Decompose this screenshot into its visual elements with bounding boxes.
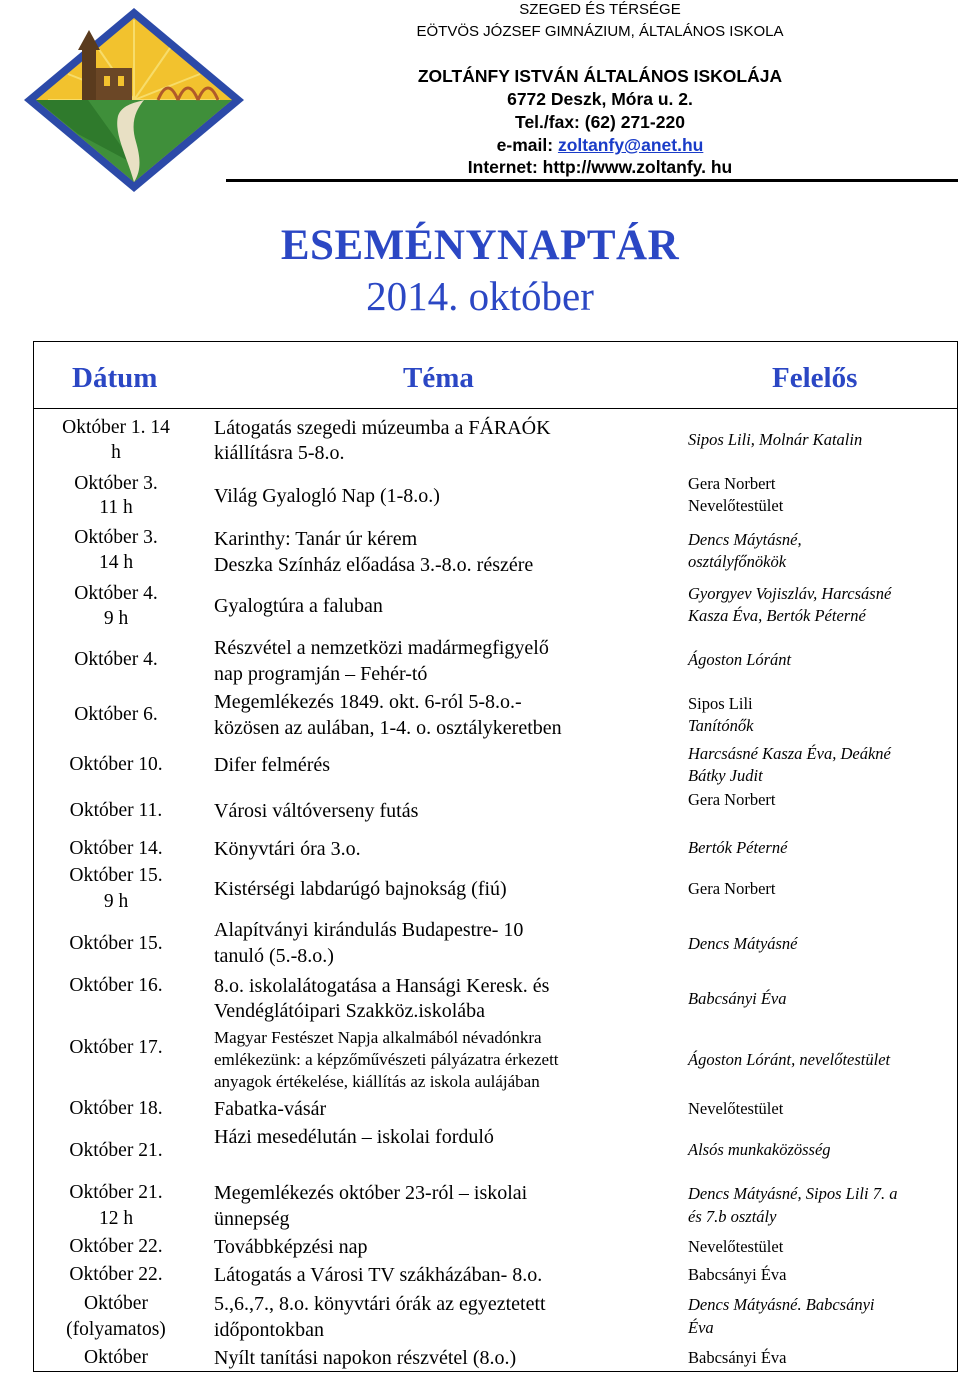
event-topic: Továbbképzési nap [214,1236,368,1258]
page-subtitle: 2014. október [366,273,594,319]
event-topic: emlékezünk: a képzőművészeti pályázatra érkezett [214,1050,559,1069]
event-responsible: Harcsásné Kasza Éva, Deákné [688,744,891,763]
school-logo [18,4,250,196]
event-responsible: Gyorgyev Vojiszláv, Harcsásné [688,584,892,603]
event-responsible: Kasza Éva, Bertók Péterné [688,606,866,625]
event-date: Október 21. [69,1140,163,1161]
event-responsible: Ágoston Lóránt, nevelőtestület [688,1050,891,1069]
event-date: Október 6. [74,704,158,725]
event-date-time: 9 h [103,891,129,912]
event-topic: Deszka Színház előadása 3.-8.o. részére [214,554,534,576]
event-topic: Magyar Festészet Napja alkalmából névadónkra [214,1028,542,1047]
event-topic: 8.o. iskolalátogatása a Hansági Keresk. és [214,975,550,997]
event-topic: Alapítványi kirándulás Budapestre- 10 [214,919,524,941]
school-full-name: EÖTVÖS JÓZSEF GIMNÁZIUM, ÁLTALÁNOS ISKOLA [416,23,784,40]
event-responsible: Tanítónők [688,716,754,735]
event-date-time: h [111,442,121,463]
event-date: Október 22. [69,1264,163,1285]
event-topic: Megemlékezés 1849. okt. 6-ról 5-8.o.- [214,691,522,713]
event-responsible: Bertók Péterné [688,838,788,857]
event-responsible: Sipos Lili, Molnár Katalin [688,430,863,449]
event-responsible: Gera Norbert [688,474,776,493]
event-date-time: 12 h [98,1208,134,1229]
event-date: Október 1. 14 [62,417,170,438]
header-row-divider [33,408,958,409]
event-date: Október 16. [69,975,163,996]
event-date: Október 14. [69,838,163,859]
event-date: Október 17. [69,1037,163,1058]
event-topic: anyagok értékelése, kiállítás az iskola aulájában [214,1072,540,1091]
email-link[interactable]: zoltanfy@anet.hu [557,135,704,155]
event-topic: Nyílt tanítási napokon részvétel (8.o.) [214,1347,517,1369]
event-topic: Fabatka-vásár [214,1098,327,1120]
event-date: Október 22. [69,1236,163,1257]
school-email-line [250,135,950,156]
event-responsible: Sipos Lili [688,694,753,713]
event-topic: 5.,6.,7., 8.o. könyvtári órák az egyeztetett [214,1293,546,1315]
event-topic: Könyvtári óra 3.o. [214,838,361,860]
event-date-time: (folyamatos) [66,1319,166,1340]
event-date: Október 4. [74,583,158,604]
school-phone: Tel./fax: (62) 271-220 [515,112,685,132]
event-responsible: Alsós munkaközösség [688,1140,831,1159]
event-topic: Karinthy: Tanár úr kérem [214,528,418,550]
event-topic: Részvétel a nemzetközi madármegfigyelő [214,637,549,659]
event-responsible: Nevelőtestület [688,1099,784,1118]
event-date: Október 18. [69,1098,163,1119]
event-responsible: és 7.b osztály [688,1207,777,1226]
event-topic: ünnepség [214,1208,290,1230]
event-topic: Világ Gyalogló Nap (1-8.o.) [214,485,440,507]
event-responsible: Nevelőtestület [688,496,784,515]
column-header-date: Dátum [72,362,158,394]
column-header-responsible: Felelős [772,362,858,394]
event-responsible: Dencs Mátyásné, Sipos Lili 7. a [688,1184,898,1203]
event-topic: Házi mesedélután – iskolai forduló [214,1126,494,1148]
event-date-time: 9 h [103,608,129,629]
event-topic: Megemlékezés október 23-ról – iskolai [214,1182,528,1204]
event-responsible: Ágoston Lóránt [688,650,792,669]
event-responsible: Gera Norbert [688,879,776,898]
event-topic: Kistérségi labdarúgó bajnokság (fiú) [214,878,507,900]
event-topic: nap programján – Fehér-tó [214,663,428,685]
event-responsible: Gera Norbert [688,790,776,809]
event-topic: kiállításra 5-8.o. [214,442,345,464]
event-topic: Gyalogtúra a faluban [214,595,383,617]
event-responsible: Dencs Mátyásné [688,934,798,953]
event-date: Október [84,1293,148,1314]
event-date: Október 15. [69,865,163,886]
event-topic: közösen az aulában, 1-4. o. osztálykeretben [214,717,562,739]
event-topic: Városi váltóverseny futás [214,800,419,822]
event-topic: Látogatás a Városi TV szákházában- 8.o. [214,1264,543,1286]
event-responsible: Éva [688,1318,714,1337]
page-title: ESEMÉNYNAPTÁR [280,222,680,269]
event-date: Október 3. [74,473,158,494]
event-responsible: Babcsányi Éva [688,1265,787,1284]
event-responsible: Bátky Judit [688,766,763,785]
school-region: SZEGED ÉS TÉRSÉGE [519,1,681,18]
event-date: Október 21. [69,1182,163,1203]
event-responsible: Dencs Máytásné, [688,530,802,549]
event-date: Október [84,1347,148,1368]
header-divider [226,179,958,182]
column-header-topic: Téma [403,362,474,394]
event-date-time: 14 h [98,552,134,573]
event-date: Október 3. [74,527,158,548]
event-topic: időpontokban [214,1319,324,1341]
event-responsible: Babcsányi Éva [688,989,787,1008]
school-name: ZOLTÁNFY ISTVÁN ÁLTALÁNOS ISKOLÁJA [417,66,783,86]
event-responsible: Babcsányi Éva [688,1348,787,1367]
event-topic: Látogatás szegedi múzeumba a FÁRAÓK [214,417,551,439]
event-responsible: Dencs Mátyásné. Babcsányi [688,1295,875,1314]
event-date: Október 15. [69,933,163,954]
email-label: e-mail: [496,135,558,155]
event-responsible: osztályfőnökök [688,552,787,571]
event-date: Október 4. [74,649,158,670]
school-address: 6772 Deszk, Móra u. 2. [507,89,693,109]
event-topic: Difer felmérés [214,754,331,776]
event-responsible: Nevelőtestület [688,1237,784,1256]
event-topic: tanuló (5.-8.o.) [214,945,334,967]
event-date: Október 10. [69,754,163,775]
event-date-time: 11 h [99,497,133,518]
event-topic: Vendéglátóipari Szakköz.iskolába [214,1000,486,1022]
event-date: Október 11. [69,800,163,821]
school-website[interactable]: Internet: http://www.zoltanfy. hu [467,157,733,177]
